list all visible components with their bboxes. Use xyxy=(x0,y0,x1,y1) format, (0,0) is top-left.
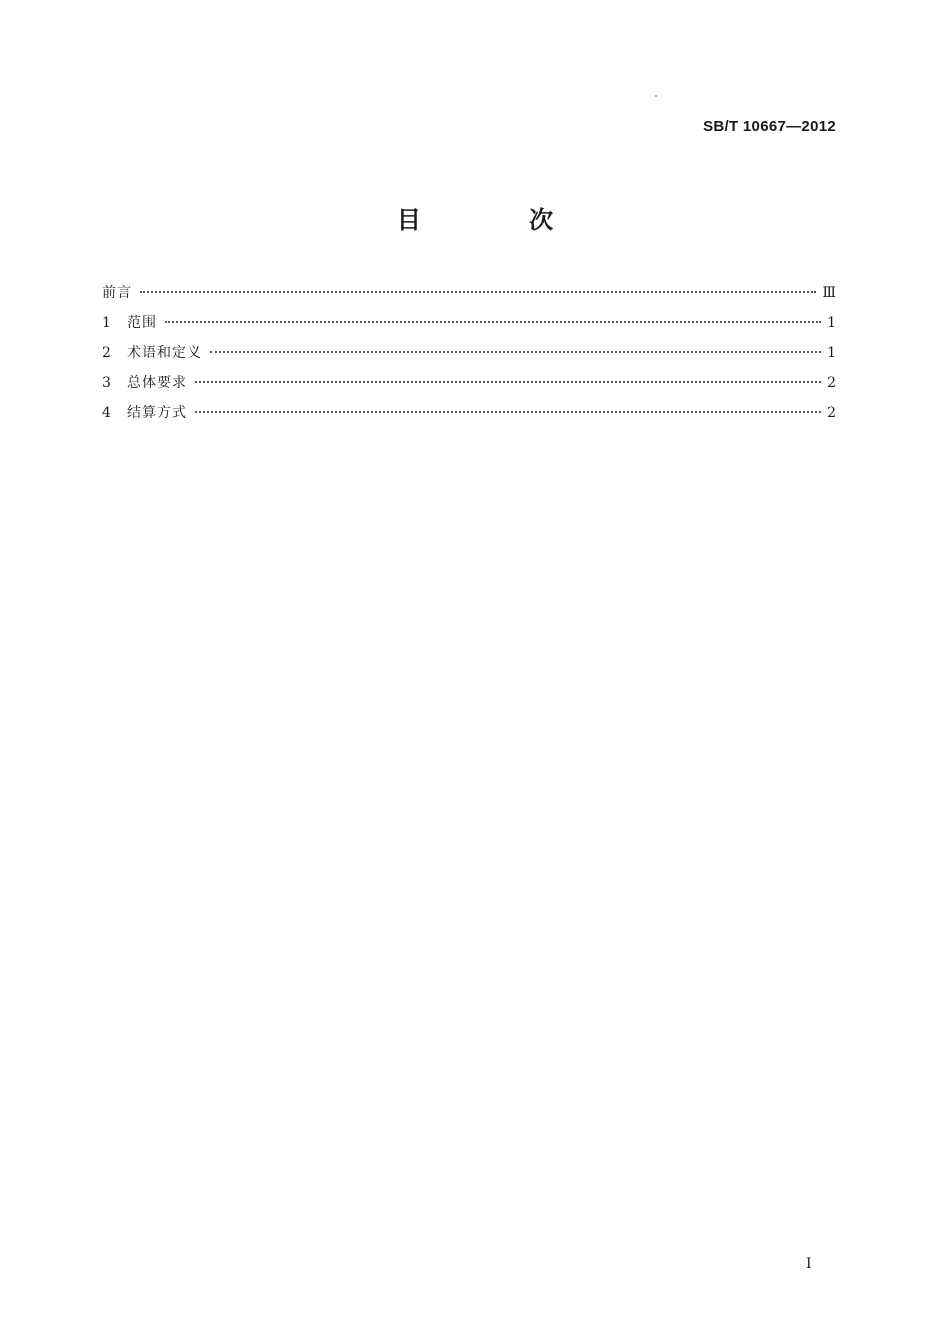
toc-entry-page: Ⅲ xyxy=(822,285,836,301)
toc-entry-page: 2 xyxy=(827,405,836,421)
scan-speck xyxy=(655,95,657,97)
toc-entry-number: 2 xyxy=(102,345,111,361)
toc-entry-terms[interactable] xyxy=(102,342,836,372)
table-of-contents xyxy=(102,282,836,432)
toc-entry-label: 前言 xyxy=(102,285,132,301)
toc-entry-general-requirements[interactable] xyxy=(102,372,836,402)
toc-leader-dots xyxy=(195,410,821,413)
toc-entry-label: 总体要求 xyxy=(127,375,187,391)
toc-entry-label: 范围 xyxy=(127,315,157,331)
page-title: 目 次 xyxy=(396,206,604,234)
toc-leader-dots xyxy=(195,380,821,383)
standard-number: SB/T 10667—2012 xyxy=(703,118,836,135)
toc-entry-number: 3 xyxy=(102,375,111,391)
toc-entry-settlement-methods[interactable] xyxy=(102,402,836,432)
toc-leader-dots xyxy=(140,290,816,293)
toc-entry-preface[interactable] xyxy=(102,282,836,312)
toc-entry-scope[interactable] xyxy=(102,312,836,342)
toc-leader-dots xyxy=(165,320,821,323)
toc-entry-page: 2 xyxy=(827,375,836,391)
page-number: I xyxy=(806,1256,812,1272)
toc-entry-page: 1 xyxy=(827,345,836,361)
toc-entry-label: 术语和定义 xyxy=(127,345,202,361)
toc-entry-page: 1 xyxy=(827,315,836,331)
toc-entry-number: 4 xyxy=(102,405,111,421)
toc-entry-number: 1 xyxy=(102,315,111,331)
toc-entry-label: 结算方式 xyxy=(127,405,187,421)
toc-leader-dots xyxy=(210,350,821,353)
